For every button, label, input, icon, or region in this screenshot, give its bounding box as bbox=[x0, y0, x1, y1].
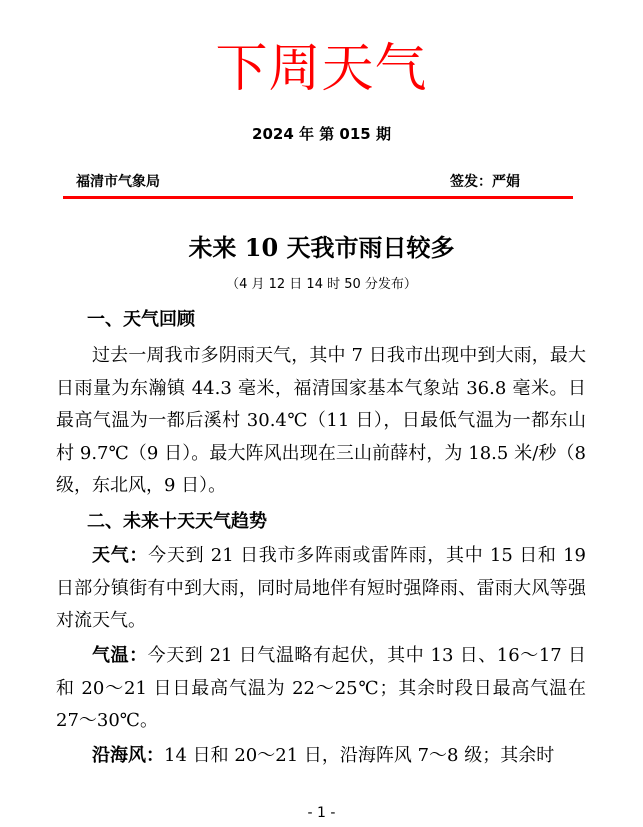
paragraph-lead: 气温： bbox=[92, 645, 148, 666]
issue-number: 2024 年 第 015 期 bbox=[252, 125, 391, 143]
issuer-name: 福清市气象局 bbox=[76, 174, 160, 190]
article-title: 未来 10 天我市雨日较多 bbox=[188, 233, 455, 262]
paragraph-coastal-wind bbox=[56, 740, 586, 772]
paragraph-text: 今天到 21 日气温略有起伏，其中 13 日、16～17 日和 20～21 日日最高气温为 22～25℃；其余时段日最高气温在 27～30℃。 bbox=[56, 645, 586, 731]
page-number: - 1 - bbox=[307, 805, 336, 821]
section-heading-forecast-trend: 二、未来十天天气趋势 bbox=[87, 511, 267, 532]
masthead-title: 下周天气 bbox=[215, 39, 428, 99]
paragraph-temperature bbox=[56, 640, 586, 738]
paragraph-weather bbox=[56, 540, 586, 638]
paragraph-weather-review bbox=[56, 340, 586, 503]
paragraph-text: 过去一周我市多阴雨天气，其中 7 日我市出现中到大雨，最大日雨量为东瀚镇 44.3 毫米，福清国家基本气象站 36.8 毫米。日最高气温为一都后溪村 30.4℃（11 日），日最低气温为一都东山村 9.7℃（9 日）。最大阵风出现在三山前薛村，为 18.5 米/秒（8 级，东北风，9 日）。 bbox=[56, 345, 586, 496]
section-heading-weather-review: 一、天气回顾 bbox=[87, 309, 195, 330]
signer-name: 签发：严娟 bbox=[450, 174, 520, 190]
red-divider-line bbox=[63, 196, 573, 199]
paragraph-lead: 天气： bbox=[92, 545, 149, 566]
paragraph-lead: 沿海风： bbox=[92, 745, 164, 766]
paragraph-text: 今天到 21 日我市多阵雨或雷阵雨，其中 15 日和 19 日部分镇街有中到大雨，同时局地伴有短时强降雨、雷雨大风等强对流天气。 bbox=[56, 545, 586, 631]
paragraph-text: 14 日和 20～21 日，沿海阵风 7～8 级；其余时 bbox=[164, 745, 555, 766]
release-time: （4 月 12 日 14 时 50 分发布） bbox=[226, 277, 417, 292]
